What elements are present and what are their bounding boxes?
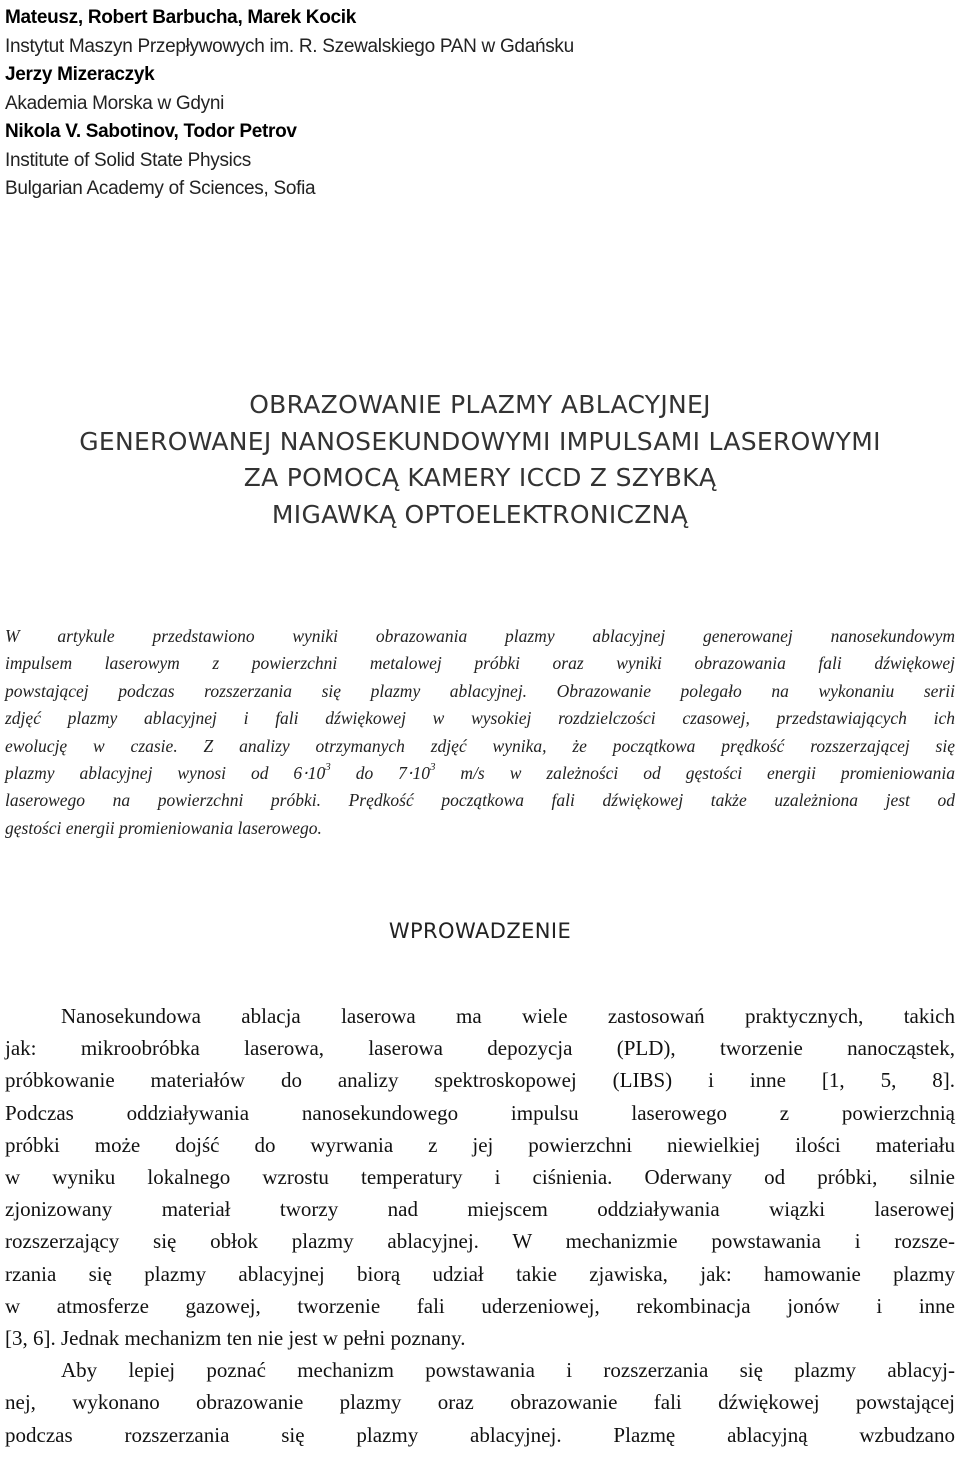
body-text — [5, 1000, 955, 1451]
velocity-text-a: plazmy ablacyjnej wynosi od 6⋅10 — [5, 763, 326, 784]
body-line: rzania się plazmy ablacyjnej biorą udział takie zjawiska, jak: hamowanie plazmy — [5, 1261, 955, 1286]
author-block — [5, 4, 955, 204]
title-line: MIGAWKĄ OPTOELEKTRONICZNĄ — [271, 499, 689, 529]
body-line: rozszerzający się obłok plazmy ablacyjnej. W mechanizmie powstawania i rozsze- — [5, 1229, 955, 1254]
abstract-line: laserowego na powierzchni próbki. Prędkość początkowa fali dźwiękowej także uzależniona jest od — [5, 790, 955, 811]
abstract-line: gęstości energii promieniowania laserowego. — [5, 817, 322, 838]
body-line: próbkowanie materiałów do analizy spektroskopowej (LIBS) i inne [1, 5, 8]. — [5, 1068, 955, 1093]
velocity-text-b: do 7⋅10 — [330, 763, 430, 784]
author-names-1: Mateusz, Robert Barbucha, Marek Kocik — [5, 7, 357, 28]
abstract-line: impulsem laserowym z powierzchni metalowej próbki oraz wyniki obrazowania fali dźwiękowej — [5, 653, 955, 674]
body-line: podczas rozszerzania się plazmy ablacyjnej. Plazmę ablacyjną wzbudzano — [5, 1422, 955, 1447]
exponent: 3 — [429, 761, 436, 774]
affiliation-2: Akademia Morska w Gdyni — [5, 92, 225, 114]
body-line: w wyniku lokalnego wzrostu temperatury i ciśnienia. Oderwany od próbki, silnie — [5, 1165, 955, 1190]
abstract-line: powstającej podczas rozszerzania się plazmy ablacyjnej. Obrazowanie polegało na wykonaniu serii — [5, 680, 955, 701]
body-line: Nanosekundowa ablacja laserowa ma wiele zastosowań praktycznych, takich — [61, 1004, 955, 1028]
body-line: Aby lepiej poznać mechanizm powstawania i rozszerzania się plazmy ablacyj- — [61, 1358, 955, 1383]
body-line: nej, wykonano obrazowanie plazmy oraz obrazowanie fali dźwiękowej powstającej — [5, 1390, 955, 1415]
affiliation-3b: Bulgarian Academy of Sciences, Sofia — [5, 178, 316, 199]
abstract-line: ewolucję w czasie. Z analizy otrzymanych zdjęć wynika, że początkowa prędkość rozszerzającej się — [5, 735, 955, 756]
affiliation-1: Instytut Maszyn Przepływowych im. R. Szewalskiego PAN w Gdańsku — [5, 35, 574, 57]
body-line: Podczas oddziaływania nanosekundowego impulsu laserowego z powierzchnią — [5, 1100, 955, 1125]
paper-title — [0, 387, 960, 533]
title-line: OBRAZOWANIE PLAZMY ABLACYJNEJ — [249, 390, 711, 419]
exponent: 3 — [325, 761, 331, 774]
title-line: ZA POMOCĄ KAMERY ICCD Z SZYBKĄ — [243, 463, 717, 492]
author-names-2: Jerzy Mizeraczyk — [5, 64, 155, 85]
author-names-3: Nikola V. Sabotinov, Todor Petrov — [5, 121, 297, 142]
body-line: w atmosferze gazowej, tworzenie fali uderzeniowej, rekombinacja jonów i inne — [5, 1293, 955, 1318]
velocity-text-c: m/s w zależności od gęstości energii promieniowania — [435, 763, 955, 784]
body-line: [3, 6]. Jednak mechanizm ten nie jest w pełni poznany. — [5, 1326, 466, 1351]
section-heading: WPROWADZENIE — [388, 919, 572, 943]
abstract-line: W artykule przedstawiono wyniki obrazowania plazmy ablacyjnej generowanej nanosekundowym — [5, 626, 955, 646]
affiliation-3a: Institute of Solid State Physics — [5, 149, 251, 171]
abstract-line: zdjęć plazmy ablacyjnej i fali dźwiękowej w wysokiej rozdzielczości czasowej, przedstawiających ich — [5, 708, 955, 729]
abstract — [5, 623, 955, 842]
abstract-line-velocity — [5, 760, 955, 787]
body-line: próbki może dojść do wyrwania z jej powierzchni niewielkiej ilości materiału — [5, 1132, 955, 1157]
body-line: jak: mikroobróbka laserowa, laserowa depozycja (PLD), tworzenie nanocząstek, — [5, 1036, 955, 1061]
body-line: zjonizowany materiał tworzy nad miejscem oddziaływania wiązki laserowej — [5, 1197, 955, 1222]
title-line: GENEROWANEJ NANOSEKUNDOWYMI IMPULSAMI LASEROWYMI — [79, 426, 881, 456]
